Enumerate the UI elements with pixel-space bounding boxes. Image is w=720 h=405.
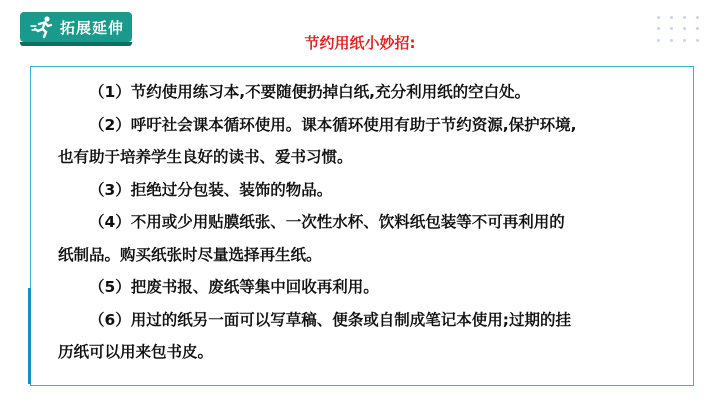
tip-line: （1）节约使用练习本,不要随便扔掉白纸,充分利用纸的空白处。 — [89, 83, 531, 101]
tip-line: （6）用过的纸另一面可以写草稿、便条或自制成笔记本使用;过期的挂 — [89, 310, 571, 329]
tip-line: （2）呼吁社会课本循环使用。课本循环使用有助于节约资源,保护环境, — [89, 115, 577, 134]
tip-line: （3）拒绝过分包装、装饰的物品。 — [89, 180, 333, 199]
tips-text — [58, 76, 678, 369]
tip-line: （5）把废书报、废纸等集中回收再利用。 — [89, 278, 379, 296]
badge-label: 拓展延伸 — [60, 18, 125, 37]
tip-line: 纸制品。购买纸张时尽量选择再生纸。 — [58, 245, 322, 264]
tip-line: 也有助于培养学生良好的读书、爱书习惯。 — [58, 148, 353, 166]
tip-line: （4）不用或少用贴膜纸张、一次性水杯、饮料纸包装等不可再利用的 — [89, 213, 565, 231]
panel-accent-bar — [28, 288, 31, 384]
page-title: 节约用纸小妙招: — [304, 34, 416, 52]
tip-line: 历纸可以用来包书皮。 — [58, 343, 214, 361]
